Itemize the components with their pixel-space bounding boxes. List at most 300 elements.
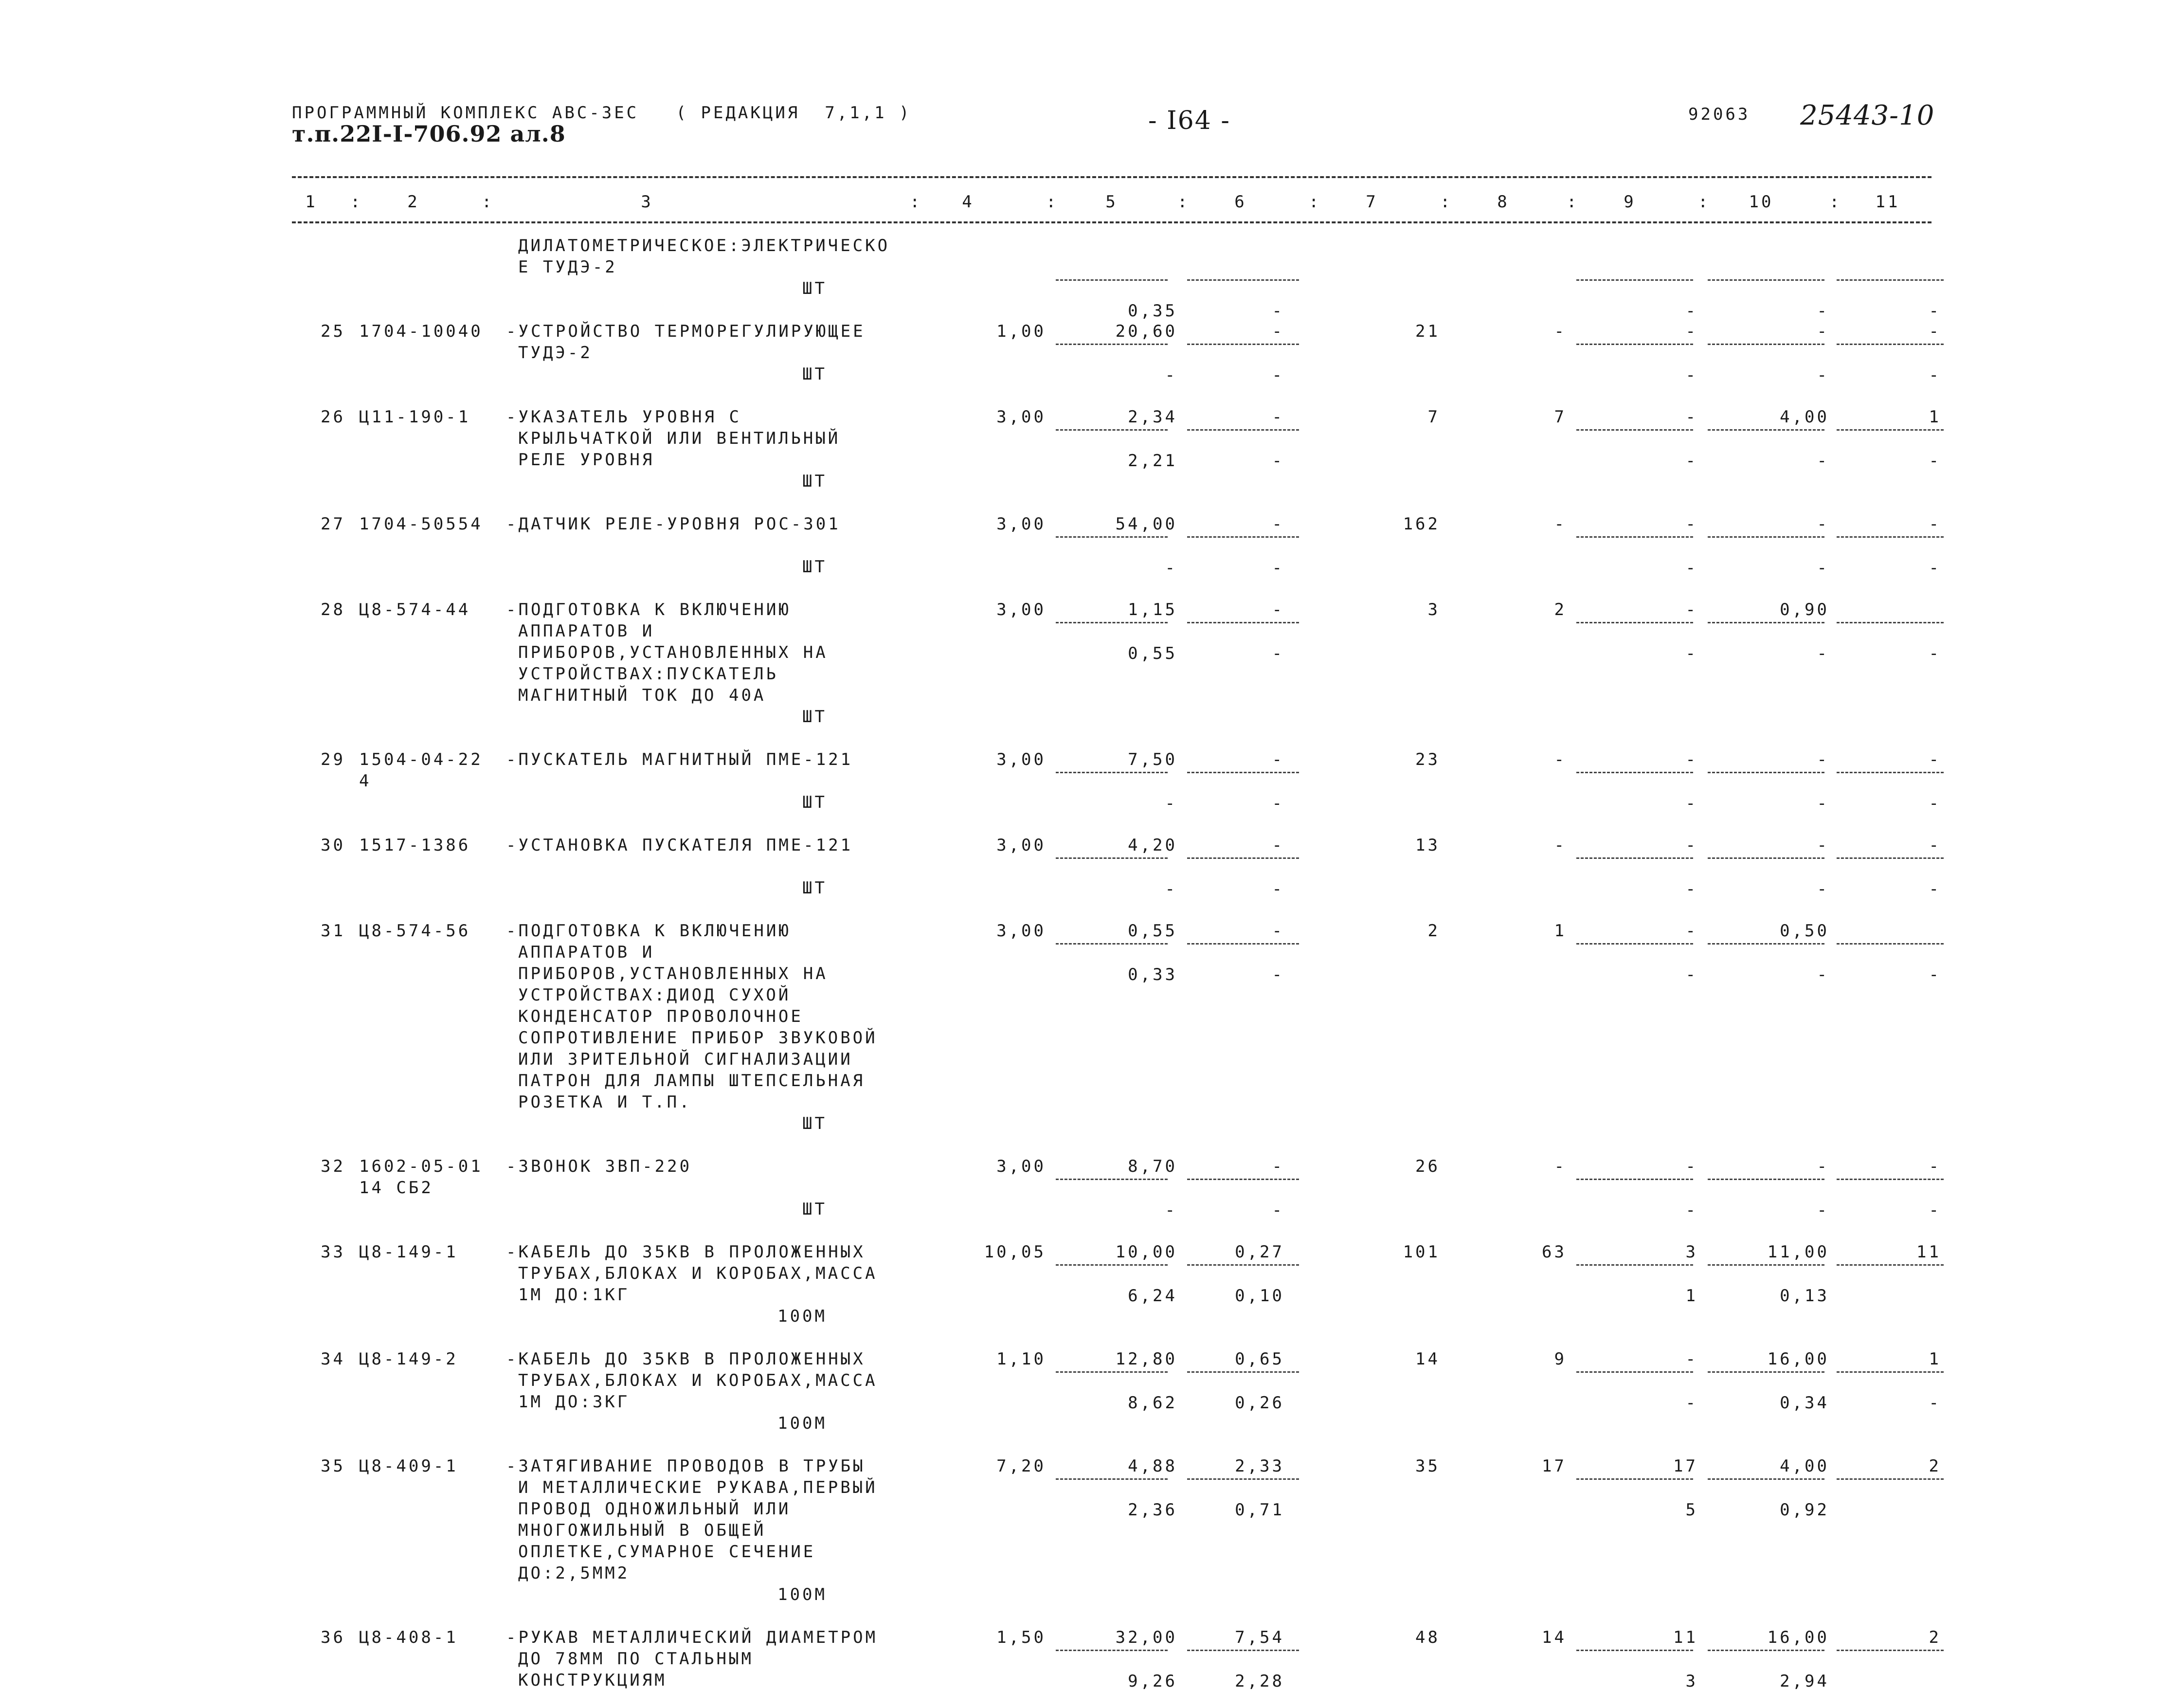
row-description-line: ПРИБОРОВ,УСТАНОВЛЕННЫХ НА	[518, 643, 828, 662]
cell-sub-c9: -	[1685, 965, 1698, 984]
doc-code: 92063	[1688, 105, 1751, 124]
cell-c9: 11	[1673, 1628, 1698, 1647]
cell-sub-c9: -	[1685, 365, 1698, 385]
cell-c10: 0,50	[1780, 921, 1829, 941]
sub-rule	[1708, 536, 1824, 538]
row-unit: ШТ	[802, 279, 827, 298]
cell-sub-c5: -	[1165, 879, 1177, 899]
row-description-line: ДО 78ММ ПО СТАЛЬНЫМ	[518, 1649, 754, 1669]
cell-c5: 1,15	[1128, 600, 1177, 619]
cell-c5: 12,80	[1115, 1349, 1177, 1369]
sub-rule	[1837, 772, 1944, 773]
cell-sub-c6: 0,71	[1235, 1500, 1284, 1520]
cell-c7: 7	[1427, 407, 1440, 427]
sub-rule	[1708, 1650, 1824, 1651]
cell-sub-c6: -	[1272, 965, 1284, 984]
row-code: Ц8-149-1	[359, 1242, 458, 1262]
row-description-line: -КАБЕЛЬ ДО 35КВ В ПРОЛОЖЕННЫХ	[506, 1349, 866, 1369]
row-code-suffix: 4	[359, 771, 372, 791]
cell-c11: 2	[1929, 1628, 1941, 1647]
row-number: 36	[321, 1628, 345, 1647]
row-description-line: АППАРАТОВ И	[518, 621, 655, 641]
cell-c5: 20,60	[1115, 322, 1177, 341]
cell-c10: -	[1817, 514, 1829, 534]
cell-c5: 8,70	[1128, 1157, 1177, 1176]
sub-rule	[1576, 1371, 1693, 1373]
column-header-2: 2	[407, 192, 420, 212]
row-unit: ШТ	[802, 878, 827, 898]
cell-sub-c10: -	[1817, 365, 1829, 385]
cell-c7: 23	[1415, 750, 1440, 769]
row-number: 32	[321, 1157, 345, 1176]
row-description-line: СОПРОТИВЛЕНИЕ ПРИБОР ЗВУКОВОЙ	[518, 1028, 878, 1048]
cell-c8: -	[1554, 750, 1567, 769]
sub-rule	[1056, 857, 1168, 859]
sub-rule	[1708, 1264, 1824, 1266]
cell-c6: -	[1272, 322, 1284, 341]
row-number: 35	[321, 1456, 345, 1476]
cell-c7: 3	[1427, 600, 1440, 619]
sub-rule	[1576, 772, 1693, 773]
row-number: 29	[321, 750, 345, 769]
sub-rule	[1576, 622, 1693, 623]
cell-sub-c11: -	[1929, 644, 1941, 663]
cell-sub-c9: -	[1685, 644, 1698, 663]
cell-sub-c5: 9,26	[1128, 1672, 1177, 1691]
cell-c11: -	[1929, 322, 1941, 341]
row-description-line: РОЗЕТКА И Т.П.	[518, 1092, 692, 1112]
cell-c11: -	[1929, 750, 1941, 769]
cell-sub-c11: -	[1929, 1393, 1941, 1413]
column-header-5: 5	[1105, 192, 1118, 212]
cell-sub-c6: 2,28	[1235, 1672, 1284, 1691]
cell-c9: 17	[1673, 1456, 1698, 1476]
row-description-line: ДИЛАТОМЕТРИЧЕСКОЕ:ЭЛЕКТРИЧЕСКО	[518, 236, 890, 255]
cell-sub-c6: 0,26	[1235, 1393, 1284, 1413]
cell-sub-c10: -	[1817, 879, 1829, 899]
sub-rule	[1187, 1179, 1299, 1180]
row-number: 27	[321, 514, 345, 534]
sub-rule	[1837, 622, 1944, 623]
cell-c10: 16,00	[1767, 1628, 1829, 1647]
cell-c8: 9	[1554, 1349, 1567, 1369]
column-separator: :	[1046, 192, 1059, 212]
cell-sub-c11: -	[1929, 1200, 1941, 1220]
sub-rule	[1187, 279, 1299, 281]
cell-c5: 7,50	[1128, 750, 1177, 769]
sub-rule	[1056, 1650, 1168, 1651]
sub-rule	[1187, 429, 1299, 431]
row-code: 1517-1386	[359, 836, 471, 855]
cell-sub-c6: -	[1272, 301, 1284, 321]
row-description-line: 1М ДО:3КГ	[518, 1392, 630, 1412]
program-title: ПРОГРАММНЫЙ КОМПЛЕКС АВС-3ЕС ( РЕДАКЦИЯ 7,1,1 )	[292, 103, 912, 123]
sub-rule	[1056, 1371, 1168, 1373]
cell-c4: 3,00	[996, 836, 1046, 855]
cell-sub-c5: -	[1165, 558, 1177, 578]
cell-c10: 16,00	[1767, 1349, 1829, 1369]
row-code: 1704-50554	[359, 514, 483, 534]
row-description-line: УСТРОЙСТВАХ:ПУСКАТЕЛЬ	[518, 664, 778, 684]
row-unit: ШТ	[802, 1114, 827, 1133]
row-description-line: УСТРОЙСТВАХ:ДИОД СУХОЙ	[518, 985, 791, 1005]
cell-sub-c10: -	[1817, 794, 1829, 813]
sub-rule	[1187, 622, 1299, 623]
column-separator: :	[1567, 192, 1579, 212]
cell-c4: 3,00	[996, 514, 1046, 534]
cell-c4: 3,00	[996, 921, 1046, 941]
row-description-line: -УСТРОЙСТВО ТЕРМОРЕГУЛИРУЮЩЕЕ	[506, 322, 866, 341]
cell-c10: -	[1817, 750, 1829, 769]
row-description-line: -УСТАНОВКА ПУСКАТЕЛЯ ПМЕ-121	[506, 836, 853, 855]
cell-sub-c9: 3	[1685, 1672, 1698, 1691]
cell-sub-c5: 8,62	[1128, 1393, 1177, 1413]
cell-c6: -	[1272, 921, 1284, 941]
cell-sub-c6: -	[1272, 365, 1284, 385]
row-description-line: КОНСТРУКЦИЯМ	[518, 1671, 667, 1690]
column-header-3: 3	[641, 192, 653, 212]
row-number: 30	[321, 836, 345, 855]
row-description-line: -ПОДГОТОВКА К ВКЛЮЧЕНИЮ	[506, 921, 791, 941]
cell-c6: -	[1272, 1157, 1284, 1176]
cell-c7: 13	[1415, 836, 1440, 855]
cell-sub-c9: -	[1685, 558, 1698, 578]
sub-rule	[1837, 857, 1944, 859]
column-separator: :	[1829, 192, 1842, 212]
column-header-1: 1	[305, 192, 318, 212]
row-unit: ШТ	[802, 557, 827, 577]
column-separator: :	[910, 192, 922, 212]
cell-sub-c6: -	[1272, 879, 1284, 899]
cell-sub-c5: -	[1165, 794, 1177, 813]
cell-sub-c5: 0,55	[1128, 644, 1177, 663]
document-ref: т.п.22I-I-706.92 ал.8	[292, 121, 566, 147]
sub-rule	[1056, 1264, 1168, 1266]
sub-rule	[1056, 279, 1168, 281]
cell-c9: -	[1685, 750, 1698, 769]
cell-sub-c11: -	[1929, 558, 1941, 578]
row-code: 1704-10040	[359, 322, 483, 341]
cell-c8: 7	[1554, 407, 1567, 427]
cell-sub-c10: 0,13	[1780, 1286, 1829, 1306]
row-unit: 100М	[777, 1307, 827, 1326]
cell-c11: -	[1929, 514, 1941, 534]
cell-sub-c9: 5	[1685, 1500, 1698, 1520]
sub-rule	[1187, 344, 1299, 345]
row-unit: ШТ	[802, 707, 827, 727]
cell-c6: 0,65	[1235, 1349, 1284, 1369]
row-code-suffix: 14 СБ2	[359, 1178, 433, 1198]
cell-sub-c9: -	[1685, 1393, 1698, 1413]
row-code: Ц8-409-1	[359, 1456, 458, 1476]
row-description-line: ДО:2,5ММ2	[518, 1564, 630, 1583]
row-description-line: МНОГОЖИЛЬНЫЙ В ОБЩЕЙ	[518, 1521, 766, 1540]
row-code: Ц8-149-2	[359, 1349, 458, 1369]
row-number: 28	[321, 600, 345, 619]
cell-c4: 1,00	[996, 322, 1046, 341]
row-description-line: Е ТУДЭ-2	[518, 257, 617, 277]
cell-c4: 3,00	[996, 600, 1046, 619]
cell-c9: -	[1685, 836, 1698, 855]
row-number: 31	[321, 921, 345, 941]
cell-c5: 4,88	[1128, 1456, 1177, 1476]
row-description-line: -ЗВОНОК ЗВП-220	[506, 1157, 692, 1176]
cell-sub-c10: 0,34	[1780, 1393, 1829, 1413]
cell-c4: 1,50	[996, 1628, 1046, 1647]
sub-rule	[1187, 1264, 1299, 1266]
cell-sub-c6: -	[1272, 1200, 1284, 1220]
cell-sub-c9: -	[1685, 1200, 1698, 1220]
sub-rule	[1708, 772, 1824, 773]
sub-rule	[1187, 536, 1299, 538]
cell-sub-c11: -	[1929, 794, 1941, 813]
cell-c6: 0,27	[1235, 1242, 1284, 1262]
row-description-line: АППАРАТОВ И	[518, 943, 655, 962]
cell-sub-c10: -	[1817, 644, 1829, 663]
sub-rule	[1708, 1179, 1824, 1180]
sub-rule	[1187, 1371, 1299, 1373]
cell-c4: 3,00	[996, 1157, 1046, 1176]
sub-rule	[1576, 857, 1693, 859]
sub-rule	[1576, 536, 1693, 538]
sub-rule	[1576, 1650, 1693, 1651]
sub-rule	[1056, 536, 1168, 538]
cell-c10: -	[1817, 836, 1829, 855]
cell-sub-c11: -	[1929, 301, 1941, 321]
cell-sub-c10: 0,92	[1780, 1500, 1829, 1520]
cell-c11: -	[1929, 836, 1941, 855]
cell-c9: -	[1685, 1157, 1698, 1176]
cell-sub-c6: -	[1272, 794, 1284, 813]
column-separator: :	[1698, 192, 1711, 212]
cell-c6: -	[1272, 836, 1284, 855]
sub-rule	[1837, 279, 1944, 281]
sub-rule	[1837, 1650, 1944, 1651]
sub-rule	[1837, 1179, 1944, 1180]
cell-sub-c5: 2,21	[1128, 451, 1177, 471]
sub-rule	[1187, 1478, 1299, 1480]
cell-sub-c5: 0,35	[1128, 301, 1177, 321]
sub-rule	[1708, 1371, 1824, 1373]
row-description-line: -ДАТЧИК РЕЛЕ-УРОВНЯ РОС-301	[506, 514, 841, 534]
row-number: 34	[321, 1349, 345, 1369]
sub-rule	[1708, 279, 1824, 281]
sub-rule	[1708, 622, 1824, 623]
handwritten-number: 25443-10	[1800, 100, 1935, 131]
sub-rule	[1187, 857, 1299, 859]
row-unit: ШТ	[802, 1200, 827, 1219]
cell-c8: -	[1554, 514, 1567, 534]
row-description-line: ТУДЭ-2	[518, 343, 593, 363]
cell-c11: 1	[1929, 407, 1941, 427]
cell-sub-c10: -	[1817, 965, 1829, 984]
sub-rule	[1056, 622, 1168, 623]
cell-c7: 26	[1415, 1157, 1440, 1176]
column-header-7: 7	[1366, 192, 1378, 212]
row-description-line: -ЗАТЯГИВАНИЕ ПРОВОДОВ В ТРУБЫ	[506, 1456, 866, 1476]
row-unit: ШТ	[802, 793, 827, 812]
cell-sub-c5: -	[1165, 1200, 1177, 1220]
page-number: - I64 -	[1148, 106, 1230, 135]
cell-c11: -	[1929, 1157, 1941, 1176]
cell-c8: 14	[1542, 1628, 1567, 1647]
cell-c7: 21	[1415, 322, 1440, 341]
row-description-line: ПАТРОН ДЛЯ ЛАМПЫ ШТЕПСЕЛЬНАЯ	[518, 1071, 866, 1091]
sub-rule	[1837, 943, 1944, 945]
cell-c8: -	[1554, 836, 1567, 855]
cell-c10: 11,00	[1767, 1242, 1829, 1262]
cell-c10: 4,00	[1780, 407, 1829, 427]
row-code: Ц8-408-1	[359, 1628, 458, 1647]
sub-rule	[1576, 1478, 1693, 1480]
column-separator: :	[1177, 192, 1190, 212]
row-description-line: МАГНИТНЫЙ ТОК ДО 40А	[518, 686, 766, 705]
cell-sub-c6: -	[1272, 644, 1284, 663]
cell-sub-c9: -	[1685, 794, 1698, 813]
sub-rule	[1708, 943, 1824, 945]
sub-rule	[1708, 429, 1824, 431]
column-header-8: 8	[1497, 192, 1510, 212]
row-description-line: И МЕТАЛЛИЧЕСКИЕ РУКАВА,ПЕРВЫЙ	[518, 1478, 878, 1497]
sub-rule	[1056, 772, 1168, 773]
cell-c5: 2,34	[1128, 407, 1177, 427]
row-unit: ШТ	[802, 364, 827, 384]
row-description-line: ИЛИ ЗРИТЕЛЬНОЙ СИГНАЛИЗАЦИИ	[518, 1050, 853, 1069]
row-unit: 100М	[777, 1585, 827, 1604]
cell-c4: 10,05	[984, 1242, 1046, 1262]
sub-rule	[1837, 429, 1944, 431]
cell-c5: 54,00	[1115, 514, 1177, 534]
cell-sub-c6: -	[1272, 451, 1284, 471]
cell-c6: -	[1272, 600, 1284, 619]
cell-sub-c11: -	[1929, 365, 1941, 385]
row-number: 26	[321, 407, 345, 427]
column-separator: :	[482, 192, 494, 212]
cell-c11: 2	[1929, 1456, 1941, 1476]
cell-c10: 0,90	[1780, 600, 1829, 619]
cell-c7: 14	[1415, 1349, 1440, 1369]
cell-sub-c5: 2,36	[1128, 1500, 1177, 1520]
sub-rule	[1187, 1650, 1299, 1651]
cell-c7: 101	[1403, 1242, 1440, 1262]
row-description-line: ПРОВОД ОДНОЖИЛЬНЫЙ ИЛИ	[518, 1499, 791, 1519]
sub-rule	[1576, 1179, 1693, 1180]
row-description-line: КРЫЛЬЧАТКОЙ ИЛИ ВЕНТИЛЬНЫЙ	[518, 429, 841, 448]
row-description-line: -УКАЗАТЕЛЬ УРОВНЯ С	[506, 407, 741, 427]
cell-sub-c10: 2,94	[1780, 1672, 1829, 1691]
row-unit: ШТ	[802, 472, 827, 491]
cell-c6: 7,54	[1235, 1628, 1284, 1647]
sub-rule	[1056, 943, 1168, 945]
sub-rule	[1576, 1264, 1693, 1266]
row-description-line: -КАБЕЛЬ ДО 35КВ В ПРОЛОЖЕННЫХ	[506, 1242, 866, 1262]
column-header-10: 10	[1749, 192, 1774, 212]
cell-sub-c9: -	[1685, 879, 1698, 899]
sub-rule	[1187, 943, 1299, 945]
row-number: 33	[321, 1242, 345, 1262]
cell-sub-c9: 1	[1685, 1286, 1698, 1306]
sub-rule	[1708, 1478, 1824, 1480]
row-description-line: КОНДЕНСАТОР ПРОВОЛОЧНОЕ	[518, 1007, 803, 1026]
cell-c5: 4,20	[1128, 836, 1177, 855]
cell-c7: 48	[1415, 1628, 1440, 1647]
sub-rule	[1056, 1478, 1168, 1480]
row-code: Ц8-574-56	[359, 921, 471, 941]
sub-rule	[1837, 536, 1944, 538]
row-description-line: -ПУСКАТЕЛЬ МАГНИТНЫЙ ПМЕ-121	[506, 750, 853, 769]
row-code: 1504-04-22	[359, 750, 483, 769]
cell-c9: -	[1685, 322, 1698, 341]
sub-rule	[1837, 1264, 1944, 1266]
cell-c9: 3	[1685, 1242, 1698, 1262]
sub-rule	[1187, 772, 1299, 773]
cell-c6: -	[1272, 407, 1284, 427]
cell-c7: 35	[1415, 1456, 1440, 1476]
cell-c11: 11	[1916, 1242, 1941, 1262]
cell-c7: 2	[1427, 921, 1440, 941]
cell-c10: -	[1817, 1157, 1829, 1176]
cell-c4: 7,20	[996, 1456, 1046, 1476]
cell-c8: 2	[1554, 600, 1567, 619]
row-number: 25	[321, 322, 345, 341]
cell-c4: 3,00	[996, 407, 1046, 427]
cell-c8: 1	[1554, 921, 1567, 941]
cell-sub-c6: 0,10	[1235, 1286, 1284, 1306]
cell-sub-c9: -	[1685, 451, 1698, 471]
sub-rule	[1056, 429, 1168, 431]
sub-rule	[1708, 344, 1824, 345]
column-header-6: 6	[1234, 192, 1247, 212]
row-description-line: -ПОДГОТОВКА К ВКЛЮЧЕНИЮ	[506, 600, 791, 619]
cell-c9: -	[1685, 514, 1698, 534]
cell-c9: -	[1685, 1349, 1698, 1369]
cell-c6: -	[1272, 750, 1284, 769]
cell-c8: -	[1554, 322, 1567, 341]
sub-rule	[1576, 943, 1693, 945]
row-description-line: ПРИБОРОВ,УСТАНОВЛЕННЫХ НА	[518, 964, 828, 983]
cell-sub-c6: -	[1272, 558, 1284, 578]
cell-sub-c10: -	[1817, 1200, 1829, 1220]
column-header-9: 9	[1624, 192, 1636, 212]
sub-rule	[1837, 1371, 1944, 1373]
row-description-line: ТРУБАХ,БЛОКАХ И КОРОБАХ,МАССА	[518, 1371, 878, 1390]
cell-c9: -	[1685, 600, 1698, 619]
cell-c6: 2,33	[1235, 1456, 1284, 1476]
cell-c11: 1	[1929, 1349, 1941, 1369]
cell-c10: -	[1817, 322, 1829, 341]
cell-sub-c5: 6,24	[1128, 1286, 1177, 1306]
column-header-4: 4	[962, 192, 975, 212]
cell-sub-c10: -	[1817, 558, 1829, 578]
sub-rule	[1056, 344, 1168, 345]
sub-rule	[1837, 344, 1944, 345]
cell-c4: 3,00	[996, 750, 1046, 769]
row-description-line: ТРУБАХ,БЛОКАХ И КОРОБАХ,МАССА	[518, 1264, 878, 1283]
cell-c9: -	[1685, 407, 1698, 427]
cell-c4: 1,10	[996, 1349, 1046, 1369]
row-description-line: РЕЛЕ УРОВНЯ	[518, 450, 655, 470]
cell-c8: 17	[1542, 1456, 1567, 1476]
cell-c7: 162	[1403, 514, 1440, 534]
sub-rule	[1576, 279, 1693, 281]
sub-rule	[1708, 857, 1824, 859]
cell-c5: 0,55	[1128, 921, 1177, 941]
cell-sub-c5: 0,33	[1128, 965, 1177, 984]
sub-rule	[1056, 1179, 1168, 1180]
sub-rule	[1837, 1478, 1944, 1480]
column-header-11: 11	[1875, 192, 1900, 212]
row-code: Ц8-574-44	[359, 600, 471, 619]
